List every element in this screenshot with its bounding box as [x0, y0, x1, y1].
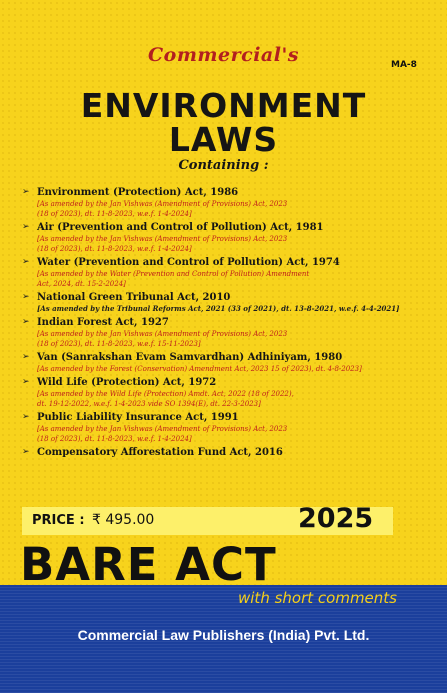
act-amendment-note: Act, 2024, dt. 15-2-2024] — [37, 280, 126, 288]
act-amendment-note: (18 of 2023), dt. 11-8-2023, w.e.f. 1-4-2024] — [37, 245, 192, 253]
act-amendment-note: [As amended by the Jan Vishwas (Amendment of Provisions) Act, 2023 — [37, 330, 288, 338]
act-item — [22, 446, 427, 459]
act-item — [22, 186, 427, 219]
act-name: Indian Forest Act, 1927 — [37, 317, 169, 328]
publisher-name: Commercial Law Publishers (India) Pvt. Ltd. — [77, 627, 370, 643]
publisher-brand-logo: Commercial's — [148, 44, 299, 66]
act-item — [22, 221, 427, 254]
act-amendment-note: (18 of 2023), dt. 11-8-2023, w.e.f. 15-11-2023] — [37, 340, 201, 348]
act-name: Van (Sanrakshan Evam Samvardhan) Adhiniyam, 1980 — [37, 352, 343, 363]
title-line-2: LAWS — [168, 120, 279, 159]
act-item — [22, 291, 427, 314]
arrow-bullet-icon: ➢ — [22, 317, 30, 327]
act-item — [22, 411, 427, 444]
act-name: National Green Tribunal Act, 2010 — [37, 292, 231, 303]
act-name: Wild Life (Protection) Act, 1972 — [37, 377, 217, 388]
act-item — [22, 316, 427, 349]
containing-heading: Containing : — [178, 158, 269, 173]
act-name: Public Liability Insurance Act, 1991 — [37, 412, 239, 423]
bare-act-heading: BARE ACT — [20, 538, 277, 591]
price-value: ₹ 495.00 — [92, 512, 155, 528]
title-line-1: ENVIRONMENT — [80, 86, 367, 125]
subtitle-with-short-comments: with short comments — [238, 589, 397, 607]
arrow-bullet-icon: ➢ — [22, 257, 30, 267]
act-item — [22, 351, 427, 374]
arrow-bullet-icon: ➢ — [22, 412, 30, 422]
act-amendment-note: [As amended by the Wild Life (Protection) Amdt. Act, 2022 (18 of 2022), — [37, 390, 294, 398]
acts-list — [22, 186, 427, 461]
act-amendment-note: (18 of 2023), dt. 11-8-2023, w.e.f. 1-4-2024] — [37, 435, 192, 443]
arrow-bullet-icon: ➢ — [22, 187, 30, 197]
act-name: Water (Prevention and Control of Pollution) Act, 1974 — [37, 257, 340, 268]
act-name: Compensatory Afforestation Fund Act, 2016 — [37, 447, 283, 458]
act-amendment-note: [As amended by the Jan Vishwas (Amendment of Provisions) Act, 2023 — [37, 425, 288, 433]
edition-year: 2025 — [298, 503, 374, 534]
act-amendment-note: [As amended by the Forest (Conservation) Amendment Act, 2023 15 of 2023), dt. 4-8-2023] — [37, 365, 362, 373]
price-label: PRICE : — [32, 513, 85, 528]
act-amendment-note: [As amended by the Tribunal Reforms Act, 2021 (33 of 2021), dt. 13-8-2021, w.e.f. 4-4-2021] — [37, 304, 400, 313]
arrow-bullet-icon: ➢ — [22, 292, 30, 302]
arrow-bullet-icon: ➢ — [22, 352, 30, 362]
act-amendment-note: [As amended by the Jan Vishwas (Amendment of Provisions) Act, 2023 — [37, 200, 288, 208]
arrow-bullet-icon: ➢ — [22, 447, 30, 457]
act-amendment-note: [As amended by the Water (Prevention and Control of Pollution) Amendment — [37, 270, 310, 278]
arrow-bullet-icon: ➢ — [22, 377, 30, 387]
act-name: Environment (Protection) Act, 1986 — [37, 187, 239, 198]
act-amendment-note: [As amended by the Jan Vishwas (Amendment of Provisions) Act, 2023 — [37, 235, 288, 243]
act-item — [22, 256, 427, 289]
act-amendment-note: (18 of 2023), dt. 11-8-2023, w.e.f. 1-4-2024] — [37, 210, 192, 218]
arrow-bullet-icon: ➢ — [22, 222, 30, 232]
act-name: Air (Prevention and Control of Pollution) Act, 1981 — [37, 222, 324, 233]
act-amendment-note: dt. 19-12-2022, w.e.f. 1-4-2023 vide SO 1394(E), dt. 22-3-2023] — [37, 400, 261, 408]
act-item — [22, 376, 427, 409]
catalog-code: MA-8 — [391, 60, 417, 70]
